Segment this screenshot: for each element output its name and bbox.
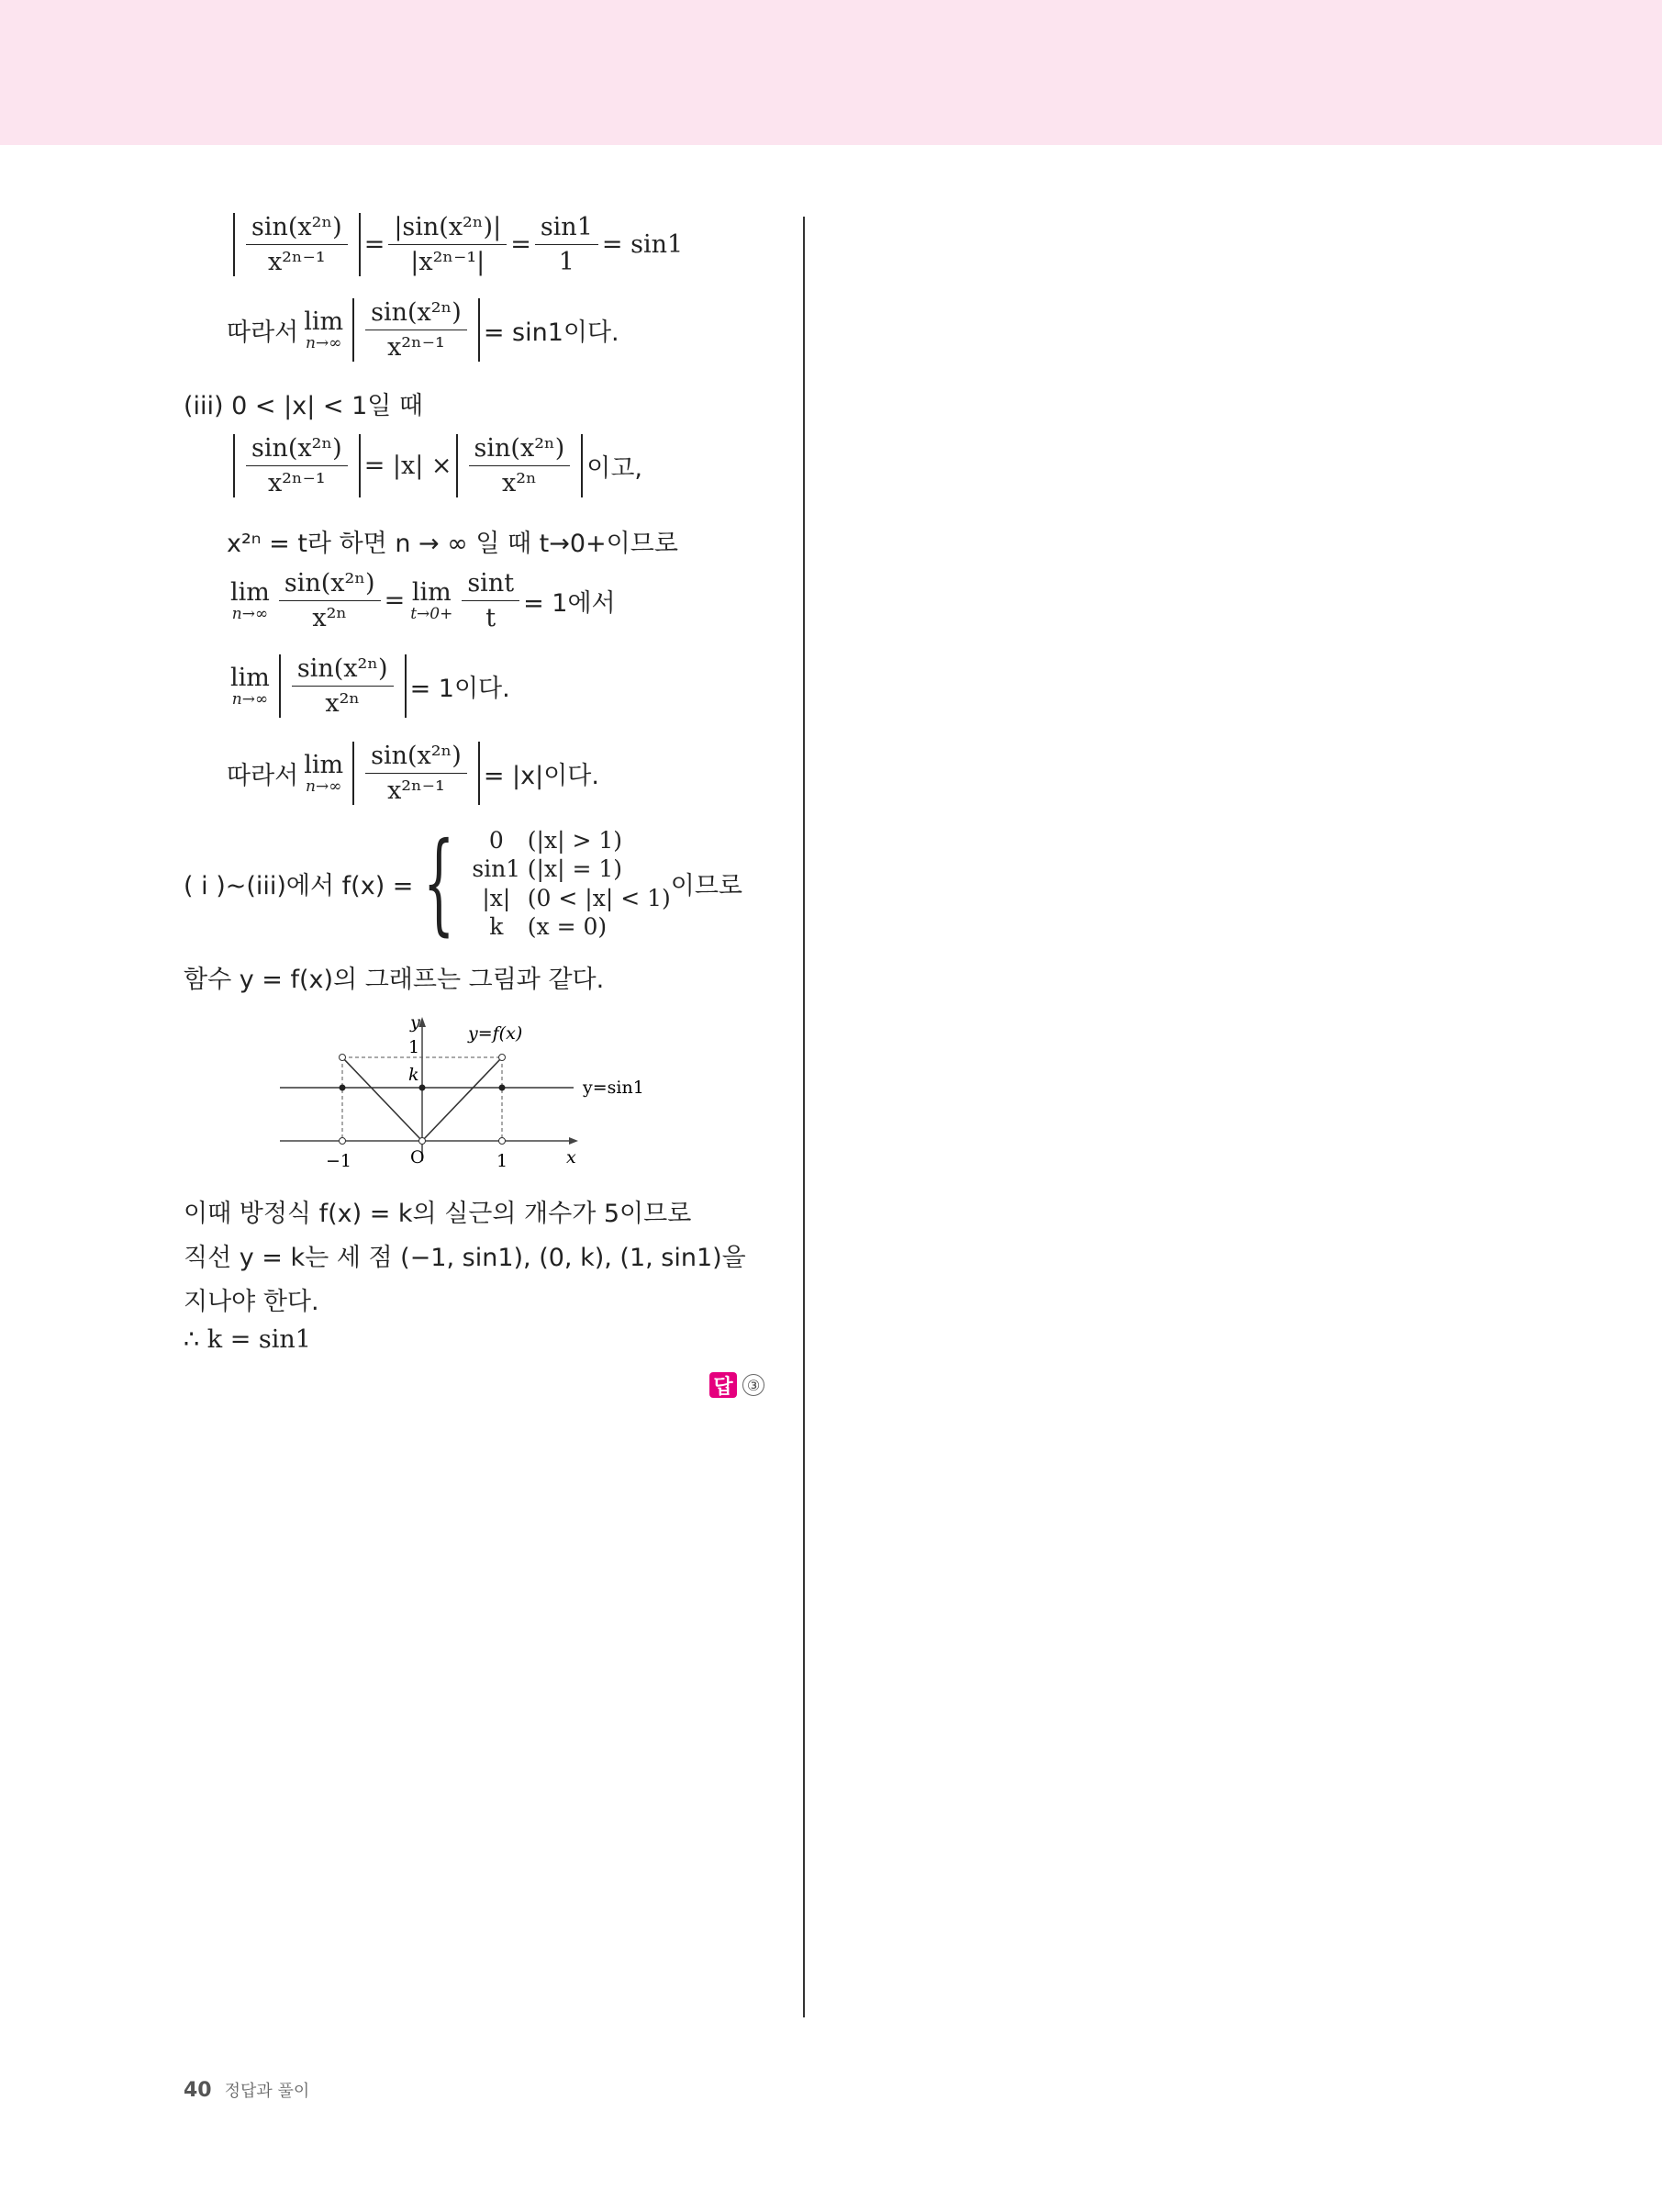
header-band	[0, 0, 1662, 145]
case-iii-heading: (iii) 0 < |x| < 1일 때	[184, 392, 424, 420]
line-label: y=sin1	[583, 1078, 644, 1098]
substitution-line: x²ⁿ = t라 하면 n → ∞ 일 때 t→0+이므로	[227, 530, 678, 558]
closed-point	[499, 1085, 506, 1091]
column-divider	[803, 217, 805, 2017]
x-neg1-label: −1	[326, 1151, 352, 1171]
piecewise-definition: ( i )~(iii)에서 f(x) = { 0 (|x| > 1) sin1 (|x| = 1) |x| (0 < |x| < 1) k (x = 0) 이므로	[184, 819, 742, 947]
equation-abs-product: $\frac{\text{sin(x²ⁿ)}}{\text{x²ⁿ⁻¹}}$ = |x| × $\frac{\text{sin(x²ⁿ)}}{\text{x²ⁿ}}$ 이고,	[229, 434, 642, 497]
case-row: k (x = 0)	[489, 912, 608, 940]
equation-root-count: 이때 방정식 f(x) = k의 실근의 개수가 5이므로	[184, 1200, 692, 1228]
curve-label: y=f(x)	[468, 1023, 523, 1044]
case-row: |x| (0 < |x| < 1)	[482, 884, 671, 911]
limit-substitution: lim n→∞ $\frac{\text{sin(x²ⁿ)}}{\text{x²ⁿ}}$ = lim t→0+ $\frac{\sin t}{t}$ = 1에서	[230, 569, 616, 633]
origin-label: O	[410, 1147, 425, 1167]
piecewise-cases: { 0 (|x| > 1) sin1 (|x| = 1) |x| (0 < |x| < 1) k (x = 0)	[423, 819, 671, 947]
open-point	[340, 1138, 346, 1145]
open-point	[340, 1055, 346, 1061]
limit-result-abs-x: 따라서 lim n→∞ $\frac{\text{sin(x²ⁿ)}}{\text{x²ⁿ⁻¹}}$ = |x|이다.	[227, 742, 599, 806]
closed-point	[419, 1085, 426, 1091]
page-footer	[184, 2078, 309, 2102]
open-point	[499, 1055, 506, 1061]
x-axis-arrow-icon	[569, 1137, 578, 1145]
page-number: 40	[184, 2079, 212, 2102]
answer-value: ③	[742, 1374, 764, 1396]
graph-intro: 함수 y = f(x)의 그래프는 그림과 같다.	[184, 966, 605, 994]
case-row: 0 (|x| > 1)	[488, 827, 622, 854]
y-axis-label: y	[410, 1012, 420, 1033]
answer-mark	[709, 1372, 764, 1398]
case-row: sin1 (|x| = 1)	[472, 855, 622, 883]
open-point	[499, 1138, 506, 1145]
x-axis-label: x	[566, 1147, 576, 1167]
line-through-points: 직선 y = k는 세 점 (−1, sin1), (0, k), (1, sin1)을	[184, 1244, 746, 1272]
section-label: 정답과 풀이	[224, 2082, 310, 2101]
k-label: k	[408, 1065, 419, 1085]
open-point	[419, 1138, 426, 1145]
x-one-label: 1	[496, 1151, 508, 1171]
conclusion: ∴ k = sin1	[184, 1325, 311, 1354]
limit-abs-one: lim n→∞ $\frac{\text{sin(x²ⁿ)}}{\text{x²ⁿ}}$ = 1이다.	[230, 654, 510, 719]
equation-abs-ratio: $\frac{\text{sin(x²ⁿ)}}{\text{x²ⁿ⁻¹}}$ = $\frac{\text{|sin(x²ⁿ)|}}{\text{|x²ⁿ⁻¹|}}$ = $\frac{\sin 1}{1}$ = sin1	[229, 213, 683, 276]
must-pass: 지나야 한다.	[184, 1288, 319, 1316]
function-graph	[271, 1005, 665, 1179]
limit-result-sin1: 따라서 lim n→∞ $\frac{\text{sin(x²ⁿ)}}{\text{x²ⁿ⁻¹}}$ = sin1이다.	[227, 298, 619, 363]
closed-point	[340, 1085, 346, 1091]
abs-expression: $\frac{\text{sin(x²ⁿ)}}{\text{x²ⁿ⁻¹}}$	[233, 213, 361, 276]
y-one-label: 1	[408, 1037, 420, 1057]
answer-badge: 답	[709, 1372, 737, 1398]
